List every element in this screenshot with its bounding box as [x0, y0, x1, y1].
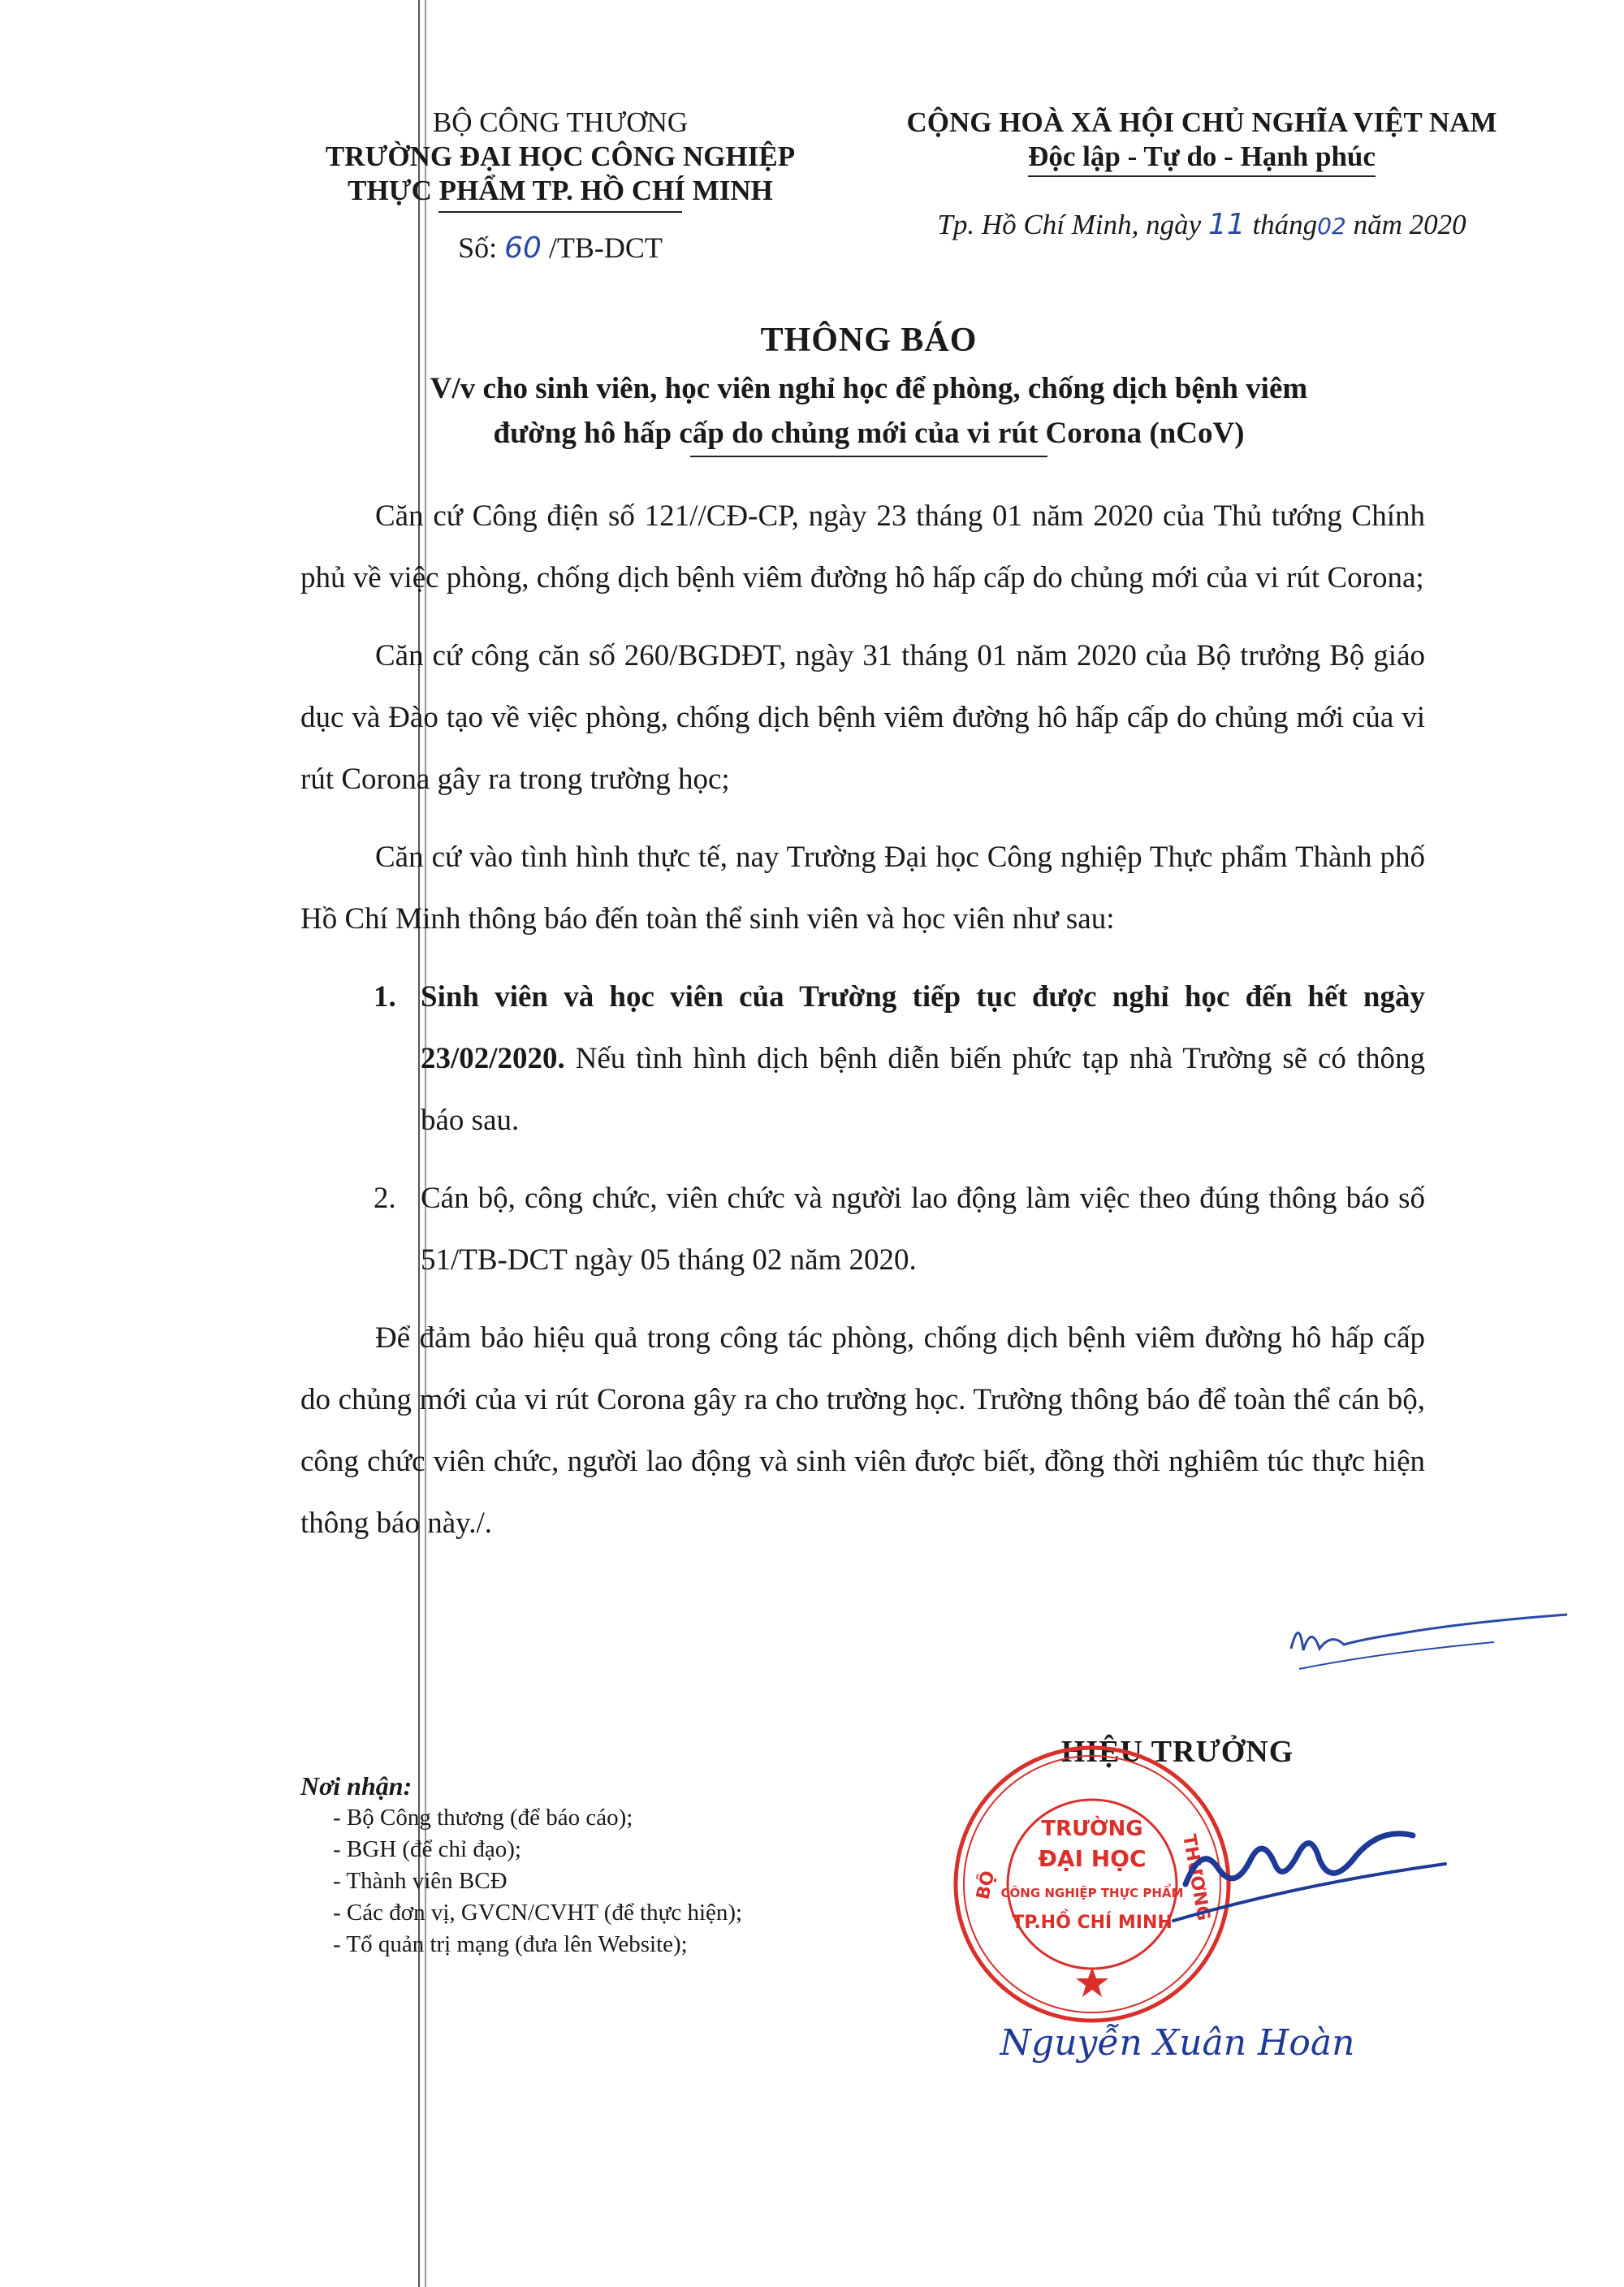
paragraph-legal-basis-1: Căn cứ Công điện số 121//CĐ-CP, ngày 23 tháng 01 năm 2020 của Thủ tướng Chính phủ về việc phòng, chống dịch bệnh viêm đường hô hấp cấp do chủng mới của vi rút Corona; [300, 499, 1425, 594]
list-item-1-text [421, 966, 1425, 1152]
school-name-line2: THỰC PHẨM TP. HỒ CHÍ MINH [348, 175, 773, 206]
list-item-2-text: Cán bộ, công chức, viên chức và người lao động làm việc theo đúng thông báo số 51/TB-DCT ngày 05 tháng 02 năm 2020. [421, 1182, 1425, 1277]
recipient-item: - Bộ Công thương (để báo cáo); [333, 1805, 633, 1831]
issue-date: Tp. Hồ Chí Minh, ngày 11 tháng02 năm 2020 [937, 208, 1466, 241]
recipients [300, 1770, 885, 1961]
recipient-item: - BGH (để chỉ đạo); [333, 1836, 521, 1862]
initials-scribble [1283, 1592, 1575, 1681]
ministry-name: BỘ CÔNG THƯƠNG [432, 106, 689, 138]
country-name: CỘNG HOÀ XÃ HỘI CHỦ NGHĨA VIỆT NAM [906, 106, 1497, 138]
seal-ring-left: BỘ [973, 1869, 1000, 1902]
title-underline [690, 456, 1047, 457]
recipients-label: Nơi nhận: [300, 1771, 412, 1801]
header-left-underline [438, 211, 682, 213]
seal-star [1076, 1967, 1108, 1997]
document-number: Số: 60 /TB-DCT [458, 231, 663, 265]
title-block [244, 321, 1494, 457]
list-item-1-bold: Sinh viên và học viên của Trường tiếp tục được nghỉ học đến hết ngày 23/02/2020. [421, 980, 1425, 1075]
signature-scribble [1169, 1787, 1462, 1933]
document-title: THÔNG BÁO [760, 322, 978, 359]
list-item-2-number: 2. [374, 1182, 396, 1215]
header-right [844, 106, 1559, 244]
list-item-1-number: 1. [374, 980, 396, 1014]
seal-line-3: CÔNG NGHIỆP THỰC PHẨM [1000, 1886, 1184, 1900]
header-left [276, 106, 844, 266]
paragraph-legal-basis-2: Căn cứ công căn số 260/BGDĐT, ngày 31 tháng 01 năm 2020 của Bộ trưởng Bộ giáo dục và Đào tạo về việc phòng, chống dịch bệnh viêm đường hô hấp cấp do chủng mới của vi rút Corona gây ra trong trường học; [300, 639, 1425, 796]
recipient-item: - Thành viên BCĐ [333, 1868, 508, 1894]
document-subject-line2: đường hô hấp cấp do chủng mới của vi rút Corona (nCoV) [493, 417, 1245, 450]
signer-name: Nguyễn Xuân Hoàn [1000, 2022, 1355, 2064]
date-day-handwritten: 11 [1207, 208, 1246, 241]
seal-line-1: TRƯỜNG [1041, 1817, 1143, 1841]
seal-ring-right: THƯƠNG [1178, 1832, 1214, 1922]
document-subject-line1: V/v cho sinh viên, học viên nghỉ học để phòng, chống dịch bệnh viêm [430, 372, 1308, 405]
recipient-item: - Tổ quản trị mạng (đưa lên Website); [333, 1931, 688, 1957]
school-name-line1: TRƯỜNG ĐẠI HỌC CÔNG NGHIỆP [325, 141, 796, 172]
seal-line-2: ĐẠI HỌC [1038, 1845, 1147, 1872]
list-item-2 [300, 1168, 1425, 1291]
paragraph-closing: Để đảm bảo hiệu quả trong công tác phòng, chống dịch bệnh viêm đường hô hấp cấp do chủng mới của vi rút Corona gây ra cho trường học. Trường thông báo để toàn thể cán bộ, công chức viên chức, người lao động và sinh viên được biết, đồng thời nghiêm túc thực hiện thông báo này./. [300, 1321, 1425, 1540]
paragraph-intro: Căn cứ vào tình hình thực tế, nay Trường Đại học Công nghiệp Thực phẩm Thành phố Hồ Chí Minh thông báo đến toàn thể sinh viên và học viên như sau: [300, 841, 1425, 936]
recipient-item: - Các đơn vị, GVCN/CVHT (để thực hiện); [333, 1900, 743, 1926]
list-item-1-rest: Nếu tình hình dịch bệnh diễn biến phức tạp nhà Trường sẽ có thông báo sau. [421, 1042, 1425, 1137]
document-number-handwritten: 60 [504, 231, 542, 265]
national-motto: Độc lập - Tự do - Hạnh phúc [1028, 140, 1376, 177]
seal-line-4: TP.HỒ CHÍ MINH [1012, 1913, 1173, 1933]
body [300, 486, 1425, 1554]
signature-title: HIỆU TRƯỞNG [1060, 1735, 1294, 1769]
date-month-handwritten: 02 [1317, 213, 1346, 240]
list-item-1 [300, 966, 1425, 1152]
